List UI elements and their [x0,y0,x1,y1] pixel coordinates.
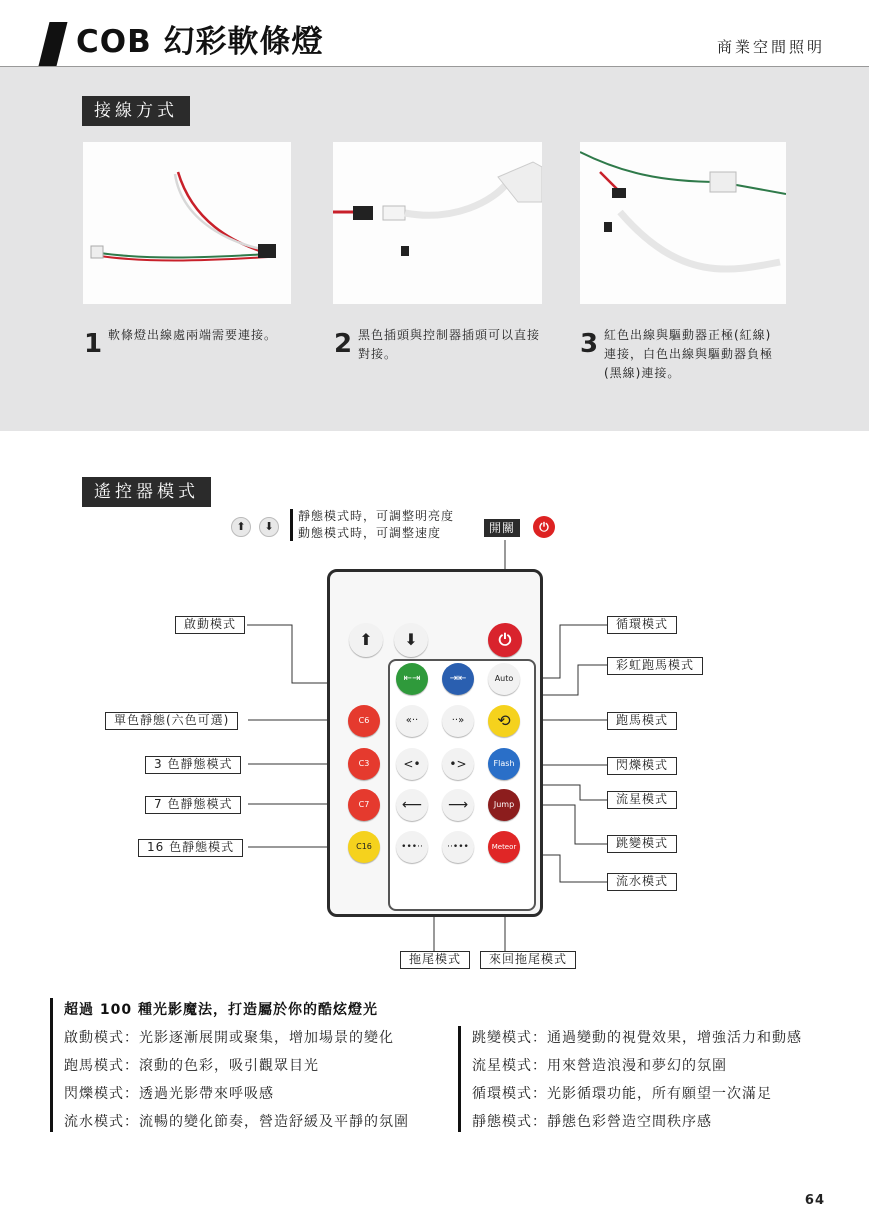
remote-section-label: 遙控器模式 [82,477,211,507]
wiring-photo-1 [83,142,291,304]
auto-button[interactable]: Auto [488,663,520,695]
page-category: 商業空間照明 [716,38,825,56]
mode-converge-button[interactable]: ⇥⇤ [442,663,474,695]
wiring-photo-3 [580,142,786,304]
wiring-section-label: 接線方式 [82,96,190,126]
chase-left-button[interactable]: «·· [396,705,428,737]
cycle-button[interactable]: ⟲ [488,705,520,737]
wiring-photo-2 [333,142,542,304]
brightness-down-button[interactable]: ⬇ [394,623,428,657]
power-icon: ⏻ [533,516,555,538]
c7-button[interactable]: C7 [348,789,380,821]
features-left-bar [50,998,53,1132]
step-3-text-line-3: (黑線)連接。 [604,366,681,380]
feature-left-1: 啟動模式：光影逐漸展開或聚集，增加場景的變化 [64,1030,394,1046]
step-2-text-line-1: 黑色插頭與控制器插頭可以直接 [358,328,541,342]
brightness-up-button[interactable]: ⬆ [349,623,383,657]
label-3-color-static: 3 色靜態模式 [145,756,241,774]
features-title: 超過 100 種光影魔法，打造屬於你的酷炫燈光 [64,1002,378,1018]
step-3-text-line-2: 連接，白色出線與驅動器負極 [604,347,774,361]
jump-button[interactable]: Jump [488,789,520,821]
flash-button[interactable]: Flash [488,748,520,780]
hint-static-mode: 靜態模式時，可調整明亮度 [298,509,455,523]
feature-right-2: 流星模式：用來營造浪漫和夢幻的氛圍 [472,1058,727,1074]
feature-right-3: 循環模式：光影循環功能，所有願望一次滿足 [472,1086,772,1102]
arrow-left-button[interactable]: ⟵ [396,789,428,821]
power-button[interactable]: ⏻ [488,623,522,657]
label-trail-bounce-mode: 來回拖尾模式 [480,951,576,969]
label-meteor-mode: 流星模式 [607,791,677,809]
up-arrow-icon: ⬆ [231,517,251,537]
label-cycle-mode: 循環模式 [607,616,677,634]
step-1-number: 1 [84,329,103,359]
trail-button[interactable]: •••·· [396,831,428,863]
feature-left-2: 跑馬模式：滾動的色彩，吸引觀眾目光 [64,1058,319,1074]
label-trail-mode: 拖尾模式 [400,951,470,969]
step-1-text: 軟條燈出線處兩端需要連接。 [108,328,278,342]
remote-mode-panel [388,659,536,911]
label-16-color-static: 16 色靜態模式 [138,839,243,857]
label-chase-mode: 跑馬模式 [607,712,677,730]
trail-bounce-button[interactable]: ··••• [442,831,474,863]
step-2-text-line-2: 對接。 [358,347,398,361]
label-single-static: 單色靜態(六色可選) [105,712,238,730]
step-2-number: 2 [334,329,353,359]
title-accent-bar [39,22,68,66]
step-3-number: 3 [580,329,599,359]
chase-right-button[interactable]: ··» [442,705,474,737]
label-flow-mode: 流水模式 [607,873,677,891]
page-title: COB 幻彩軟條燈 [76,24,324,60]
feature-right-4: 靜態模式：靜態色彩營造空間秩序感 [472,1114,712,1130]
meteor-button[interactable]: Meteor [488,831,520,863]
label-7-color-static: 7 色靜態模式 [145,796,241,814]
c3-button[interactable]: C3 [348,748,380,780]
page-number: 64 [804,1193,825,1208]
c6-button[interactable]: C6 [348,705,380,737]
hint-accent-bar [290,509,293,541]
feature-left-4: 流水模式：流暢的變化節奏，營造舒緩及平靜的氛圍 [64,1114,409,1130]
feature-left-3: 閃爍模式：透過光影帶來呼吸感 [64,1086,274,1102]
features-right-bar [458,1026,461,1132]
label-rainbow-chase: 彩虹跑馬模式 [607,657,703,675]
label-jump-mode: 跳變模式 [607,835,677,853]
mode-expand-button[interactable]: ⇤⇥ [396,663,428,695]
flow-left-button[interactable]: <• [396,748,428,780]
step-3-text-line-1: 紅色出線與驅動器正極(紅線) [604,328,772,342]
label-flash-mode: 閃爍模式 [607,757,677,775]
down-arrow-icon: ⬇ [259,517,279,537]
flow-right-button[interactable]: •> [442,748,474,780]
power-label: 開關 [484,519,520,537]
c16-button[interactable]: C16 [348,831,380,863]
label-start-mode: 啟動模式 [175,616,245,634]
arrow-right-button[interactable]: ⟶ [442,789,474,821]
hint-dynamic-mode: 動態模式時，可調整速度 [298,526,442,540]
feature-right-1: 跳變模式：通過變動的視覺效果，增強活力和動感 [472,1030,802,1046]
